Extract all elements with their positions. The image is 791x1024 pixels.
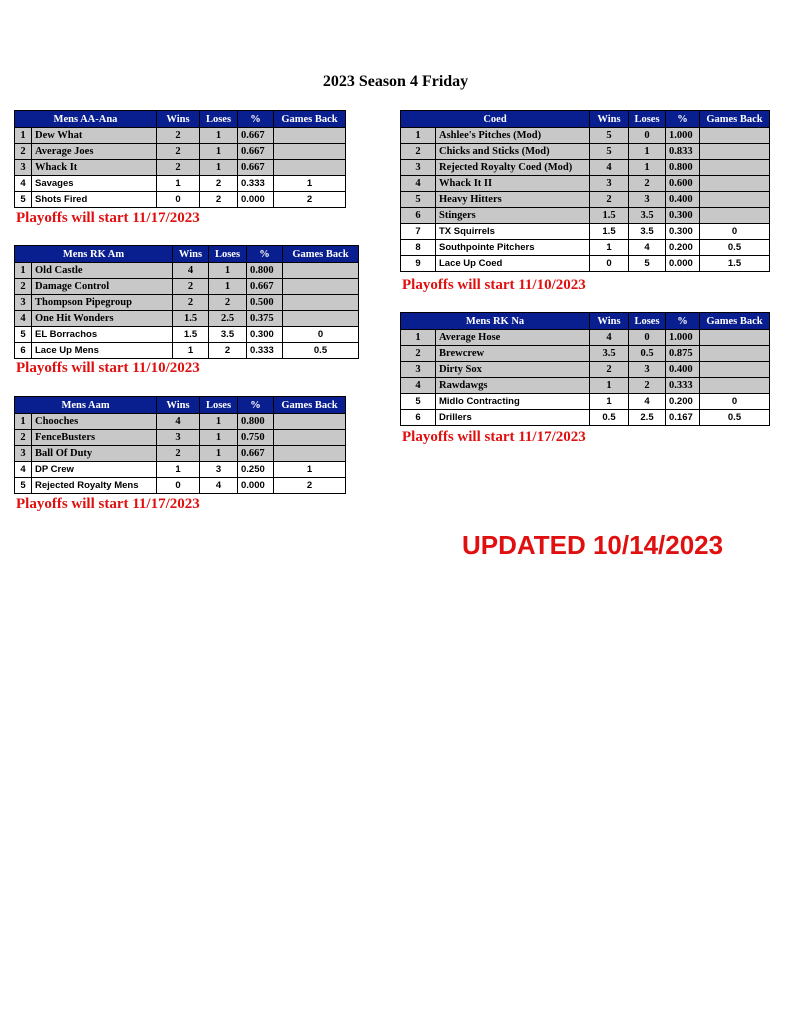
table-row — [401, 256, 770, 272]
rank-cell: 3 — [15, 295, 32, 311]
column-header: Games Back — [274, 397, 346, 414]
pct-cell: 0.300 — [666, 224, 700, 240]
pct-cell: 0.000 — [238, 192, 274, 208]
games-back-cell: 1 — [274, 176, 346, 192]
table-row — [401, 192, 770, 208]
pct-cell: 1.000 — [666, 330, 700, 346]
team-name-cell: Drillers — [436, 410, 590, 426]
column-header: % — [247, 246, 283, 263]
rank-cell: 4 — [401, 176, 436, 192]
table-row — [401, 362, 770, 378]
table-row — [401, 240, 770, 256]
wins-cell: 1 — [157, 462, 200, 478]
rank-cell: 1 — [15, 263, 32, 279]
team-name-cell: FenceBusters — [32, 430, 157, 446]
table-row — [401, 128, 770, 144]
wins-cell: 1 — [590, 394, 629, 410]
pct-cell: 0.600 — [666, 176, 700, 192]
pct-cell: 0.200 — [666, 394, 700, 410]
wins-cell: 1 — [590, 378, 629, 394]
standings-table — [14, 110, 346, 208]
wins-cell: 0.5 — [590, 410, 629, 426]
loses-cell: 1 — [200, 414, 238, 430]
standings-table — [400, 312, 770, 426]
rank-cell: 1 — [15, 414, 32, 430]
column-header: Loses — [209, 246, 247, 263]
team-name-cell: Old Castle — [32, 263, 173, 279]
loses-cell: 1 — [200, 128, 238, 144]
team-name-cell: Stingers — [436, 208, 590, 224]
team-name-cell: Brewcrew — [436, 346, 590, 362]
loses-cell: 3 — [629, 362, 666, 378]
pct-cell: 0.500 — [247, 295, 283, 311]
team-name-cell: Rawdawgs — [436, 378, 590, 394]
rank-cell: 4 — [15, 176, 32, 192]
pct-cell: 0.333 — [238, 176, 274, 192]
wins-cell: 4 — [173, 263, 209, 279]
table-row — [401, 224, 770, 240]
wins-cell: 2 — [157, 160, 200, 176]
table-row — [15, 414, 346, 430]
table-row — [401, 394, 770, 410]
pct-cell: 0.300 — [247, 327, 283, 343]
games-back-cell — [700, 176, 770, 192]
rank-cell: 2 — [15, 279, 32, 295]
pct-cell: 0.833 — [666, 144, 700, 160]
loses-cell: 2 — [200, 176, 238, 192]
playoffs-notice: Playoffs will start 11/10/2023 — [402, 277, 586, 293]
rank-cell: 2 — [401, 144, 436, 160]
wins-cell: 1 — [173, 343, 209, 359]
column-header: % — [238, 111, 274, 128]
team-name-cell: Average Hose — [436, 330, 590, 346]
wins-cell: 0 — [157, 192, 200, 208]
column-header: Wins — [157, 111, 200, 128]
team-name-cell: EL Borrachos — [32, 327, 173, 343]
games-back-cell — [274, 144, 346, 160]
loses-cell: 5 — [629, 256, 666, 272]
team-name-cell: Dirty Sox — [436, 362, 590, 378]
team-name-cell: Damage Control — [32, 279, 173, 295]
column-header: Wins — [173, 246, 209, 263]
division-name: Mens Aam — [15, 397, 157, 414]
table-row — [15, 263, 359, 279]
table-row — [401, 346, 770, 362]
loses-cell: 2.5 — [209, 311, 247, 327]
games-back-cell: 1 — [274, 462, 346, 478]
loses-cell: 0 — [629, 330, 666, 346]
games-back-cell — [274, 430, 346, 446]
wins-cell: 1.5 — [590, 208, 629, 224]
standings-table — [14, 245, 359, 359]
games-back-cell: 0.5 — [700, 410, 770, 426]
games-back-cell — [274, 414, 346, 430]
page-title: 2023 Season 4 Friday — [322, 73, 469, 90]
loses-cell: 1 — [200, 446, 238, 462]
loses-cell: 1 — [629, 160, 666, 176]
team-name-cell: Rejected Royalty Mens — [32, 478, 157, 494]
pct-cell: 0.400 — [666, 192, 700, 208]
table-row — [401, 378, 770, 394]
team-name-cell: Ball Of Duty — [32, 446, 157, 462]
loses-cell: 3.5 — [629, 208, 666, 224]
games-back-cell: 0 — [283, 327, 359, 343]
table-row — [401, 208, 770, 224]
loses-cell: 1 — [209, 263, 247, 279]
table-row — [15, 295, 359, 311]
team-name-cell: Heavy Hitters — [436, 192, 590, 208]
wins-cell: 2 — [173, 295, 209, 311]
pct-cell: 1.000 — [666, 128, 700, 144]
rank-cell: 3 — [15, 160, 32, 176]
rank-cell: 4 — [15, 462, 32, 478]
loses-cell: 3 — [200, 462, 238, 478]
rank-cell: 1 — [401, 128, 436, 144]
loses-cell: 2 — [209, 343, 247, 359]
loses-cell: 1 — [629, 144, 666, 160]
table-row — [15, 160, 346, 176]
rank-cell: 4 — [401, 378, 436, 394]
rank-cell: 6 — [401, 208, 436, 224]
team-name-cell: Shots Fired — [32, 192, 157, 208]
wins-cell: 1.5 — [590, 224, 629, 240]
team-name-cell: One Hit Wonders — [32, 311, 173, 327]
pct-cell: 0.875 — [666, 346, 700, 362]
team-name-cell: Southpointe Pitchers — [436, 240, 590, 256]
playoffs-notice: Playoffs will start 11/17/2023 — [16, 210, 200, 226]
rank-cell: 5 — [401, 192, 436, 208]
rank-cell: 5 — [15, 478, 32, 494]
table-row — [15, 176, 346, 192]
loses-cell: 2 — [209, 295, 247, 311]
rank-cell: 3 — [401, 160, 436, 176]
pct-cell: 0.667 — [247, 279, 283, 295]
wins-cell: 5 — [590, 128, 629, 144]
games-back-cell — [700, 144, 770, 160]
column-header: % — [666, 313, 700, 330]
division-name: Mens AA-Ana — [15, 111, 157, 128]
pct-cell: 0.667 — [238, 160, 274, 176]
games-back-cell — [700, 378, 770, 394]
table-row — [15, 462, 346, 478]
rank-cell: 5 — [401, 394, 436, 410]
rank-cell: 2 — [15, 144, 32, 160]
loses-cell: 0 — [629, 128, 666, 144]
column-header: Wins — [157, 397, 200, 414]
table-row — [15, 144, 346, 160]
wins-cell: 1.5 — [173, 311, 209, 327]
games-back-cell — [283, 295, 359, 311]
wins-cell: 3 — [590, 176, 629, 192]
team-name-cell: Midlo Contracting — [436, 394, 590, 410]
pct-cell: 0.300 — [666, 208, 700, 224]
games-back-cell — [700, 330, 770, 346]
column-header: Loses — [200, 111, 238, 128]
wins-cell: 0 — [590, 256, 629, 272]
loses-cell: 2.5 — [629, 410, 666, 426]
pct-cell: 0.667 — [238, 144, 274, 160]
games-back-cell — [700, 128, 770, 144]
games-back-cell — [274, 160, 346, 176]
team-name-cell: Whack It II — [436, 176, 590, 192]
games-back-cell — [274, 446, 346, 462]
team-name-cell: Ashlee's Pitches (Mod) — [436, 128, 590, 144]
column-header: Games Back — [700, 313, 770, 330]
rank-cell: 3 — [15, 446, 32, 462]
wins-cell: 1.5 — [173, 327, 209, 343]
table-row — [15, 279, 359, 295]
team-name-cell: Lace Up Mens — [32, 343, 173, 359]
pct-cell: 0.667 — [238, 446, 274, 462]
pct-cell: 0.333 — [666, 378, 700, 394]
games-back-cell — [700, 208, 770, 224]
pct-cell: 0.333 — [247, 343, 283, 359]
pct-cell: 0.750 — [238, 430, 274, 446]
column-header: % — [666, 111, 700, 128]
column-header: Wins — [590, 313, 629, 330]
wins-cell: 2 — [590, 362, 629, 378]
team-name-cell: Lace Up Coed — [436, 256, 590, 272]
rank-cell: 7 — [401, 224, 436, 240]
wins-cell: 5 — [590, 144, 629, 160]
column-header: Loses — [629, 313, 666, 330]
table-row — [15, 343, 359, 359]
team-name-cell: Rejected Royalty Coed (Mod) — [436, 160, 590, 176]
team-name-cell: Average Joes — [32, 144, 157, 160]
games-back-cell: 2 — [274, 192, 346, 208]
team-name-cell: Chicks and Sticks (Mod) — [436, 144, 590, 160]
team-name-cell: Thompson Pipegroup — [32, 295, 173, 311]
games-back-cell: 1.5 — [700, 256, 770, 272]
pct-cell: 0.800 — [247, 263, 283, 279]
rank-cell: 1 — [15, 128, 32, 144]
games-back-cell — [700, 362, 770, 378]
rank-cell: 2 — [15, 430, 32, 446]
column-header: Games Back — [283, 246, 359, 263]
column-header: Wins — [590, 111, 629, 128]
rank-cell: 3 — [401, 362, 436, 378]
table-row — [401, 330, 770, 346]
table-row — [15, 128, 346, 144]
table-row — [401, 410, 770, 426]
games-back-cell — [274, 128, 346, 144]
table-row — [15, 192, 346, 208]
column-header: Games Back — [274, 111, 346, 128]
playoffs-notice: Playoffs will start 11/17/2023 — [402, 429, 586, 445]
loses-cell: 2 — [629, 378, 666, 394]
column-header: % — [238, 397, 274, 414]
column-header: Loses — [629, 111, 666, 128]
pct-cell: 0.000 — [666, 256, 700, 272]
rank-cell: 9 — [401, 256, 436, 272]
loses-cell: 2 — [629, 176, 666, 192]
loses-cell: 4 — [629, 394, 666, 410]
table-row — [15, 327, 359, 343]
rank-cell: 6 — [401, 410, 436, 426]
wins-cell: 2 — [590, 192, 629, 208]
team-name-cell: DP Crew — [32, 462, 157, 478]
rank-cell: 8 — [401, 240, 436, 256]
team-name-cell: Savages — [32, 176, 157, 192]
games-back-cell: 0.5 — [700, 240, 770, 256]
wins-cell: 2 — [157, 128, 200, 144]
loses-cell: 0.5 — [629, 346, 666, 362]
team-name-cell: Whack It — [32, 160, 157, 176]
wins-cell: 4 — [590, 160, 629, 176]
standings-table — [400, 110, 770, 272]
table-row — [15, 446, 346, 462]
games-back-cell — [700, 160, 770, 176]
playoffs-notice: Playoffs will start 11/17/2023 — [16, 496, 200, 512]
wins-cell: 2 — [173, 279, 209, 295]
rank-cell: 6 — [15, 343, 32, 359]
table-row — [401, 176, 770, 192]
pct-cell: 0.800 — [666, 160, 700, 176]
pct-cell: 0.400 — [666, 362, 700, 378]
team-name-cell: TX Squirrels — [436, 224, 590, 240]
wins-cell: 3.5 — [590, 346, 629, 362]
games-back-cell — [283, 263, 359, 279]
games-back-cell — [283, 279, 359, 295]
games-back-cell: 2 — [274, 478, 346, 494]
loses-cell: 1 — [200, 144, 238, 160]
team-name-cell: Dew What — [32, 128, 157, 144]
rank-cell: 4 — [15, 311, 32, 327]
games-back-cell — [283, 311, 359, 327]
rank-cell: 5 — [15, 327, 32, 343]
wins-cell: 4 — [590, 330, 629, 346]
pct-cell: 0.200 — [666, 240, 700, 256]
updated-notice: UPDATED 10/14/2023 — [462, 530, 724, 560]
rank-cell: 2 — [401, 346, 436, 362]
wins-cell: 2 — [157, 446, 200, 462]
rank-cell: 1 — [401, 330, 436, 346]
table-row — [15, 311, 359, 327]
loses-cell: 1 — [200, 160, 238, 176]
pct-cell: 0.375 — [247, 311, 283, 327]
table-row — [15, 478, 346, 494]
games-back-cell: 0.5 — [283, 343, 359, 359]
rank-cell: 5 — [15, 192, 32, 208]
pct-cell: 0.250 — [238, 462, 274, 478]
loses-cell: 4 — [629, 240, 666, 256]
wins-cell: 3 — [157, 430, 200, 446]
games-back-cell — [700, 346, 770, 362]
wins-cell: 2 — [157, 144, 200, 160]
pct-cell: 0.667 — [238, 128, 274, 144]
playoffs-notice: Playoffs will start 11/10/2023 — [16, 360, 200, 376]
table-row — [401, 144, 770, 160]
wins-cell: 1 — [157, 176, 200, 192]
wins-cell: 1 — [590, 240, 629, 256]
pct-cell: 0.167 — [666, 410, 700, 426]
games-back-cell — [700, 192, 770, 208]
pct-cell: 0.000 — [238, 478, 274, 494]
column-header: Loses — [200, 397, 238, 414]
loses-cell: 2 — [200, 192, 238, 208]
table-row — [401, 160, 770, 176]
division-name: Mens RK Na — [401, 313, 590, 330]
wins-cell: 4 — [157, 414, 200, 430]
division-name: Coed — [401, 111, 590, 128]
loses-cell: 1 — [200, 430, 238, 446]
wins-cell: 0 — [157, 478, 200, 494]
team-name-cell: Chooches — [32, 414, 157, 430]
games-back-cell: 0 — [700, 394, 770, 410]
division-name: Mens RK Am — [15, 246, 173, 263]
loses-cell: 4 — [200, 478, 238, 494]
games-back-cell: 0 — [700, 224, 770, 240]
column-header: Games Back — [700, 111, 770, 128]
loses-cell: 3.5 — [209, 327, 247, 343]
loses-cell: 3.5 — [629, 224, 666, 240]
loses-cell: 3 — [629, 192, 666, 208]
standings-table — [14, 396, 346, 494]
pct-cell: 0.800 — [238, 414, 274, 430]
table-row — [15, 430, 346, 446]
loses-cell: 1 — [209, 279, 247, 295]
